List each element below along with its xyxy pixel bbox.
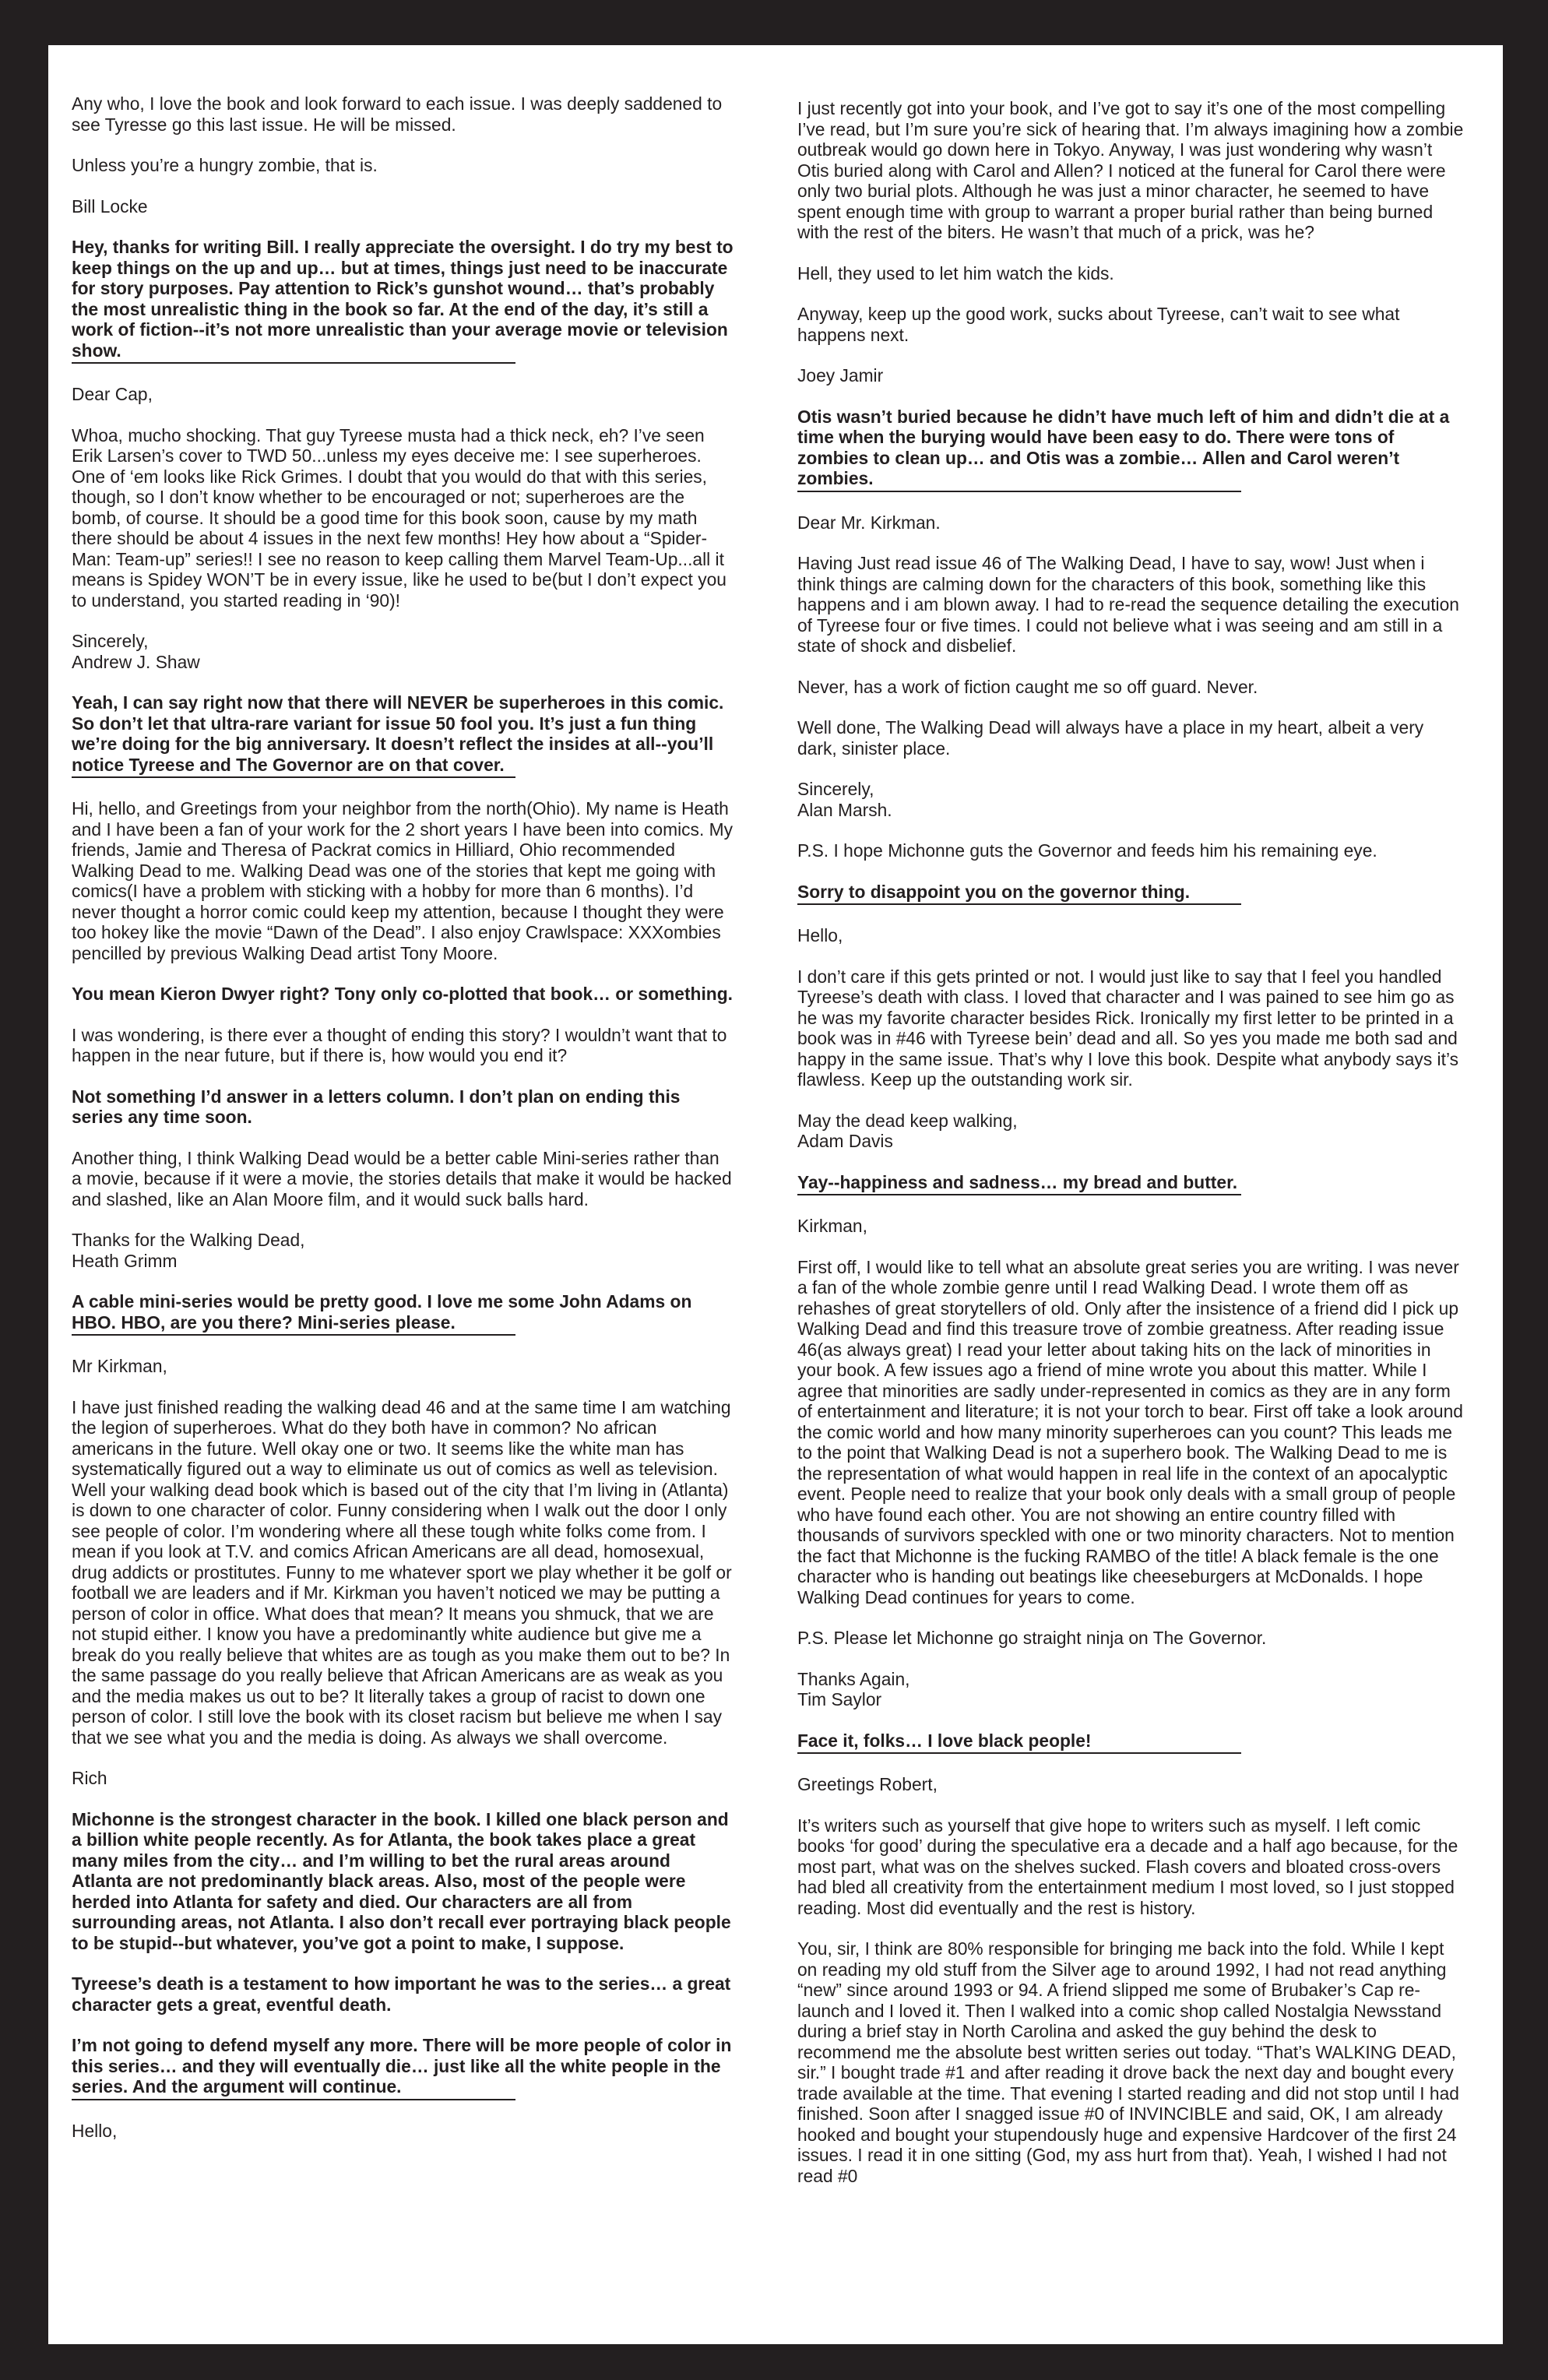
letter-divider <box>797 491 1241 492</box>
editor-reply: Yay--happiness and sadness… my bread and butter. <box>797 1171 1238 1192</box>
letter-text: Having Just read issue 46 of The Walking Dead, I have to say, wow! Just when i think things are calming down for the characters of this book, something like this happens and i am blown away. I had to re-read the sequence detailing the execution of Tyreese four or five times. I could not believe what i was seeing and am still in a state of shock and disbelief. <box>797 553 1459 656</box>
letter-text: I don’t care if this gets printed or not. I would just like to say that I feel you handled Tyreese’s death with class. I loved that character and I was pained to see him go as he was my favorite character besides Rick. Ironically my first letter to be printed in a book was in #46 with Tyreese bein’ dead and all. So yes you made me both sad and happy in the same issue. That’s why I love this book. Despite what anybody says it’s flawless. Keep up the outstanding work sir. <box>797 966 1459 1090</box>
letter-divider <box>72 2099 515 2100</box>
letter-text: First off, I would like to tell what an absolute great series you are writing. I was never a fan of the whole zombie genre until I read Walking Dead. I wrote them off as rehashes of great storytellers of old. Only after the insistence of a friend did I pick up Walking Dead and find this treasure trove of zombie greatness. After reading issue 46(as always great) I read your letter about taking hits on the lack of minorities in your book. A few issues ago a friend of mine wrote you about this matter. While I agree that minorities are sadly under-represented in comics as they are in any form of entertainment and literature; it is not your torch to bear. First off take a look around the comic world and how many minority superheroes can you count? This leads me to the point that Walking Dead is not a superhero book. The Walking Dead to me is the representation of what would happen in real life in the context of an apocalyptic event. People need to realize that your book only deals with a small group of people who have found each other. You are not showing an entire country filled with thousands of survivors speckled with one or two minority characters. Not to mention the fact that Michonne is the fucking RAMBO of the title! A black female is the one character who is handing out beatings like cheeseburgers at McDonalds. I hope Walking Dead continues for years to come. <box>797 1256 1463 1607</box>
editor-reply: You mean Kieron Dwyer right? Tony only co-plotted that book… or something. <box>72 984 733 1004</box>
editor-reply: Michonne is the strongest character in the book. I killed one black person and a billion white people recently. As for Atlanta, the book takes place a great many miles from the city… and I’m willing to bet the rural areas around Atlanta are not predominantly black areas. Also, most of the people were herded into Atlanta for safety and died. Our characters are all from surrounding areas, not Atlanta. I also don’t recall ever portraying black people to be stupid--but whatever, you’ve got a point to make, I suppose. <box>72 1808 731 1953</box>
letter-text: It’s writers such as yourself that give hope to writers such as myself. I left comic books ‘for good’ during the speculative era a decade and a half ago because, for the most part, what was on the shelves sucked. Flash covers and bloated cross-overs had bled all creativity from the entertainment medium I most loved, so I just stopped reading. Most did eventually and the rest is history. <box>797 1815 1458 1918</box>
editor-reply: I’m not going to defend myself any more. There will be more people of color in this series… and they will eventually die… just like all the white people in the series. And the argument will continue. <box>72 2035 732 2097</box>
letter-text: Never, has a work of fiction caught me so off guard. Never. <box>797 676 1258 697</box>
letter-divider <box>797 903 1241 905</box>
letter-signature: Thanks Again, Tim Saylor <box>797 1668 910 1709</box>
letter-salutation: Kirkman, <box>797 1216 867 1236</box>
letters-page <box>48 45 1503 2344</box>
letter-signature: Bill Locke <box>72 195 148 217</box>
letter-salutation: Hello, <box>797 925 843 945</box>
letter-salutation: Dear Cap, <box>72 384 153 404</box>
letter-salutation: Hello, <box>72 2120 118 2141</box>
letter-text: P.S. I hope Michonne guts the Governor and feeds him his remaining eye. <box>797 840 1377 861</box>
letter-signature: Joey Jamir <box>797 365 884 386</box>
editor-reply: Sorry to disappoint you on the governor thing. <box>797 881 1191 902</box>
letter-text: I just recently got into your book, and I’ve got to say it’s one of the most compelling I’ve read, but I’m sure you’re sick of hearing that. I’m always imagining how a zombie outbreak would go down here in Tokyo. Anyway, I was just wondering why wasn’t Otis buried along with Carol and Allen? I noticed at the funeral for Carol there were only two burial plots. Although he was just a minor character, he seemed to have spent enough time with group to warrant a proper burial rather than being burned with the rest of the biters. He wasn’t that much of a prick, was he? <box>797 98 1464 242</box>
letter-text: I was wondering, is there ever a thought of ending this story? I wouldn’t want that to happen in the near future, but if there is, how would you end it? <box>72 1024 727 1065</box>
letter-signature: Sincerely, Andrew J. Shaw <box>72 631 200 672</box>
letter-salutation: Greetings Robert, <box>797 1774 938 1794</box>
letter-divider <box>72 1334 515 1336</box>
letter-divider <box>72 776 515 778</box>
letter-signature: Thanks for the Walking Dead, Heath Grimm <box>72 1230 305 1271</box>
letter-text: Well done, The Walking Dead will always have a place in my heart, albeit a very dark, sinister place. <box>797 717 1424 759</box>
letter-divider <box>72 362 515 364</box>
letter-signature: Sincerely, Alan Marsh. <box>797 779 892 820</box>
letter-text: I have just finished reading the walking dead 46 and at the same time I am watching the legion of superheroes. What do they both have in common? No african americans in the future. Well okay one or two. It seems like the white man has systematically figured out a way to eliminate us out of comics as well as television. Well your walking dead book which is based out of the city that I’m living in (Atlanta) is down to one character of color. Funny considering when I walk out the door I only see people of color. I’m wondering where all these tough white folks come from. I mean if you look at T.V. and comics African Americans are all dead, homosexual, drug addicts or prostitutes. Funny to me whatever sport we play whether it be golf or football we are leaders and if Mr. Kirkman you haven’t noticed we may be putting a person of color in office. What does that mean? It means you shmuck, that we are not stupid either. I know you have a predominantly white audience but give me a break do you really believe that whites are as tough as you make them out to be? In the same passage do you really believe that African Americans are as weak as you and the media makes us out to be? It literally takes a group of racist to down one person of color. I still love the book with its closet racism but believe me when I say that we see what you and the media is doing. As always we shall overcome. <box>72 1396 732 1748</box>
letter-signature: May the dead keep walking, Adam Davis <box>797 1110 1018 1151</box>
letter-text: Hi, hello, and Greetings from your neighbor from the north(Ohio). My name is Heath and I have been a fan of your work for the 2 short years I have been into comics. My friends, Jamie and Theresa of Packrat comics in Hilliard, Ohio recommended Walking Dead to me. Walking Dead was one of the stories that kept me going with comics(I have a problem with sticking with a hobby for more than 6 months). I’d never thought a horror comic could keep my attention, because I thought they were too hokey like the movie “Dawn of the Dead”. I also enjoy Crawlspace: XXXombies pencilled by previous Walking Dead artist Tony Moore. <box>72 798 734 963</box>
letter-text: Another thing, I think Walking Dead would be a better cable Mini-series rather than a movie, because if it were a movie, the stories details that make it would be hacked and slashed, like an Alan Moore film, and it would suck balls hard. <box>72 1147 732 1209</box>
letter-text: Unless you’re a hungry zombie, that is. <box>72 155 378 175</box>
letter-salutation: Dear Mr. Kirkman. <box>797 512 941 533</box>
letter-text: Anyway, keep up the good work, sucks about Tyreese, can’t wait to see what happens next. <box>797 304 1400 345</box>
letter-text: P.S. Please let Michonne go straight ninja on The Governor. <box>797 1628 1267 1648</box>
editor-reply: Yeah, I can say right now that there will NEVER be superheroes in this comic. So don’t let that ultra-rare variant for issue 50 fool you. It’s just a fun thing we’re doing for the big anniversary. It doesn’t reflect the insides at all--you’ll notice Tyreese and The Governor are on that cover. <box>72 692 724 775</box>
letter-text: You, sir, I think are 80% responsible for bringing me back into the fold. While I kept on reading my old stuff from the Silver age to around 1992, I had not read anything “new” since around 1993 or 94. A friend slipped me some of Brubaker’s Cap re-launch and I loved it. Then I walked into a comic shop called Nostalgia Newsstand during a brief stay in North Carolina and asked the guy behind the desk to recommend me the absolute best written series out today. “That’s WALKING DEAD, sir.” I bought trade #1 and after reading it drove back the next day and bought every trade available at the time. That evening I started reading and did not stop until I had finished. Soon after I snagged issue #0 of INVINCIBLE and said, OK, I am already hooked and bought your stupendously huge and expensive Hardcover of the first 24 issues. I read it in one sitting (God, my ass hurt from that). Yeah, I wished I had not read #0 <box>797 1938 1459 2186</box>
editor-reply: Face it, folks… I love black people! <box>797 1730 1092 1751</box>
editor-reply: Tyreese’s death is a testament to how important he was to the series… a great character gets a great, eventful death. <box>72 1973 731 2015</box>
letter-text: Any who, I love the book and look forward to each issue. I was deeply saddened to see Tyresse go this last issue. He will be missed. <box>72 93 723 135</box>
letter-signature: Rich <box>72 1768 107 1788</box>
editor-reply: Not something I’d answer in a letters column. I don’t plan on ending this series any time soon. <box>72 1086 681 1127</box>
editor-reply: Otis wasn’t buried because he didn’t have much left of him and didn’t die at a time when the burying would have been easy to do. There were tons of zombies to clean up… and Otis was a zombie… Allen and Carol weren’t zombies. <box>797 406 1450 488</box>
left-column <box>72 93 734 2161</box>
editor-reply: A cable mini-series would be pretty good. I love me some John Adams on HBO. HBO, are you there? Mini-series please. <box>72 1291 692 1333</box>
letter-salutation: Mr Kirkman, <box>72 1356 167 1376</box>
right-column <box>797 98 1464 2206</box>
letter-divider <box>797 1194 1241 1195</box>
letter-divider <box>797 1752 1241 1754</box>
letter-text: Hell, they used to let him watch the kids. <box>797 262 1114 283</box>
editor-reply: Hey, thanks for writing Bill. I really appreciate the oversight. I do try my best to keep things on the up and up… but at times, things just need to be inaccurate for story purposes. Pay attention to Rick’s gunshot wound… that’s probably the most unrealistic thing in the book so far. At the end of the day, it’s still a work of fiction--it’s not more unrealistic than your average movie or television show. <box>72 237 734 361</box>
letter-text: Whoa, mucho shocking. That guy Tyreese musta had a thick neck, eh? I’ve seen Erik Larsen’s cover to TWD 50...unless my eyes deceive me: I see superheroes. One of ‘em looks like Rick Grimes. I doubt that you would do that with this series, though, so I don’t know whether to be encouraged or not; superheroes are the bomb, of course. It should be a good time for this book soon, cause by my math there should be about 4 issues in the next few months! Hey how about a “Spider-Man: Team-up” series!! I see no reason to keep calling them Marvel Team-Up...all it means is Spidey WON’T be in every issue, like he used to be(but I don’t expect you to understand, you started reading in ‘90)! <box>72 424 727 611</box>
